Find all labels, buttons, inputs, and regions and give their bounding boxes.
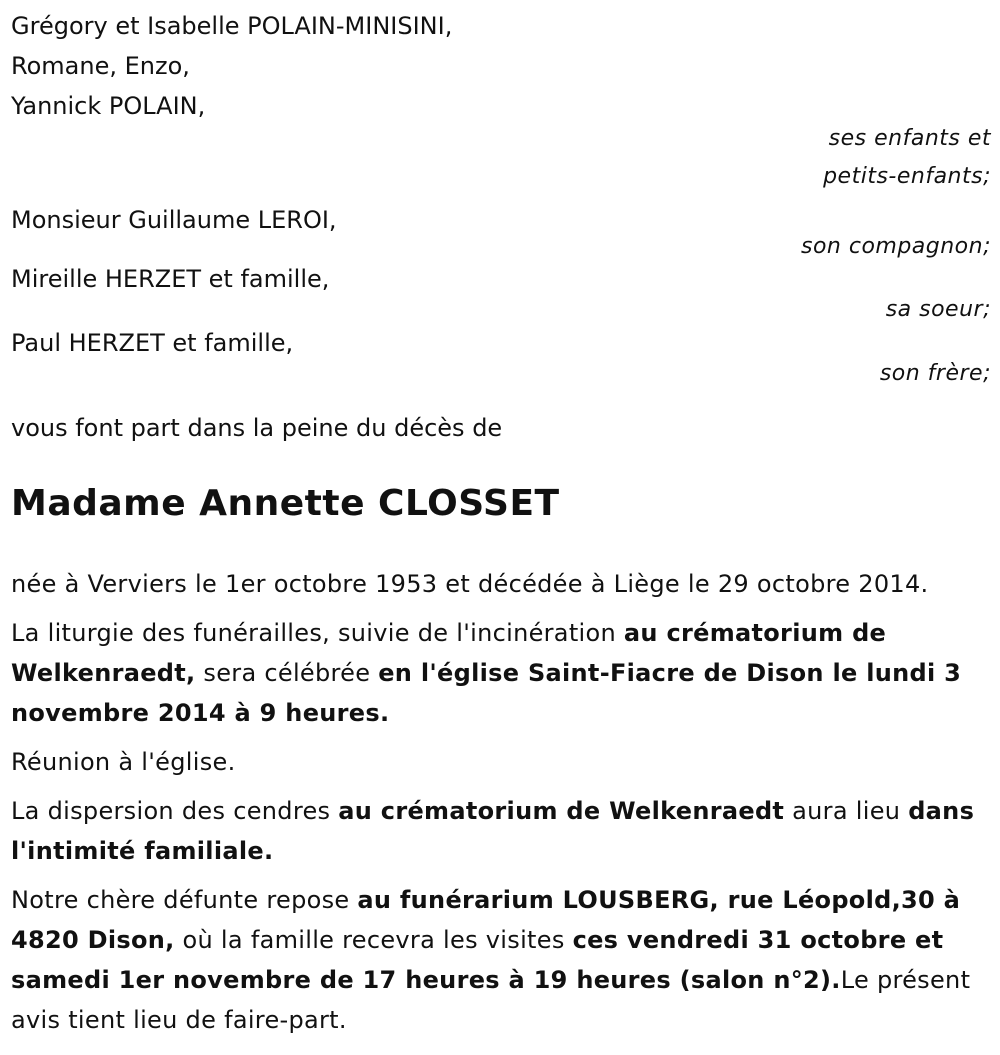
rest-funeral-home: au funérarium LOUSBERG, rue Léopold,30 à 4820 Dison,: [11, 886, 961, 954]
liturgy-church-date: en l'église Saint-Fiacre de Dison le lundi 3 novembre 2014 à 9 heures.: [11, 659, 962, 727]
sister-role: sa soeur;: [885, 297, 991, 322]
dispersion-paragraph: [11, 791, 991, 871]
dispersion-text-1: La dispersion des cendres: [11, 797, 339, 825]
dispersion-privacy: dans l'intimité familiale.: [11, 797, 975, 865]
brother-name: Paul HERZET et famille,: [11, 329, 294, 357]
companion-role: son compagnon;: [800, 234, 991, 259]
obituary-notice: [11, 6, 991, 1049]
sister-block: [11, 266, 991, 328]
companion-block: [11, 202, 991, 264]
liturgy-crematorium: au crématorium de Welkenraedt,: [11, 619, 887, 687]
sister-name: Mireille HERZET et famille,: [11, 265, 330, 293]
dispersion-text-2: aura lieu: [784, 797, 909, 825]
deceased-name: Madame Annette CLOSSET: [11, 483, 560, 524]
rest-text-1: Notre chère défunte repose: [11, 886, 358, 914]
children-role-line-1: ses enfants et: [828, 126, 991, 151]
rest-text-3: Le présent avis tient lieu de faire-part.: [11, 966, 971, 1034]
liturgy-text-1: La liturgie des funérailles, suivie de l'incinération: [11, 619, 624, 647]
family-line-3: Yannick POLAIN,: [11, 92, 206, 120]
rest-visit-times: ces vendredi 31 octobre et samedi 1er novembre de 17 heures à 19 heures (salon n°2).: [11, 926, 944, 994]
rest-text-2: où la famille recevra les visites: [174, 926, 573, 954]
meeting-text: Réunion à l'église.: [11, 748, 236, 776]
family-line-2: Romane, Enzo,: [11, 52, 190, 80]
companion-name: Monsieur Guillaume LEROI,: [11, 206, 337, 234]
rest-paragraph: [11, 880, 991, 1040]
brother-block: [11, 330, 991, 392]
liturgy-text-2: sera célébrée: [195, 659, 379, 687]
birth-death-text: née à Verviers le 1er octobre 1953 et décédée à Liège le 29 octobre 2014.: [11, 570, 929, 598]
liturgy-paragraph: [11, 613, 991, 733]
family-line-1: Grégory et Isabelle POLAIN-MINISINI,: [11, 12, 453, 40]
children-block: [11, 6, 991, 194]
brother-role: son frère;: [879, 361, 991, 386]
announcement-text: vous font part dans la peine du décès de: [11, 414, 503, 442]
children-role-line-2: petits-enfants;: [823, 164, 991, 189]
dispersion-crematorium: au crématorium de Welkenraedt: [338, 797, 785, 825]
